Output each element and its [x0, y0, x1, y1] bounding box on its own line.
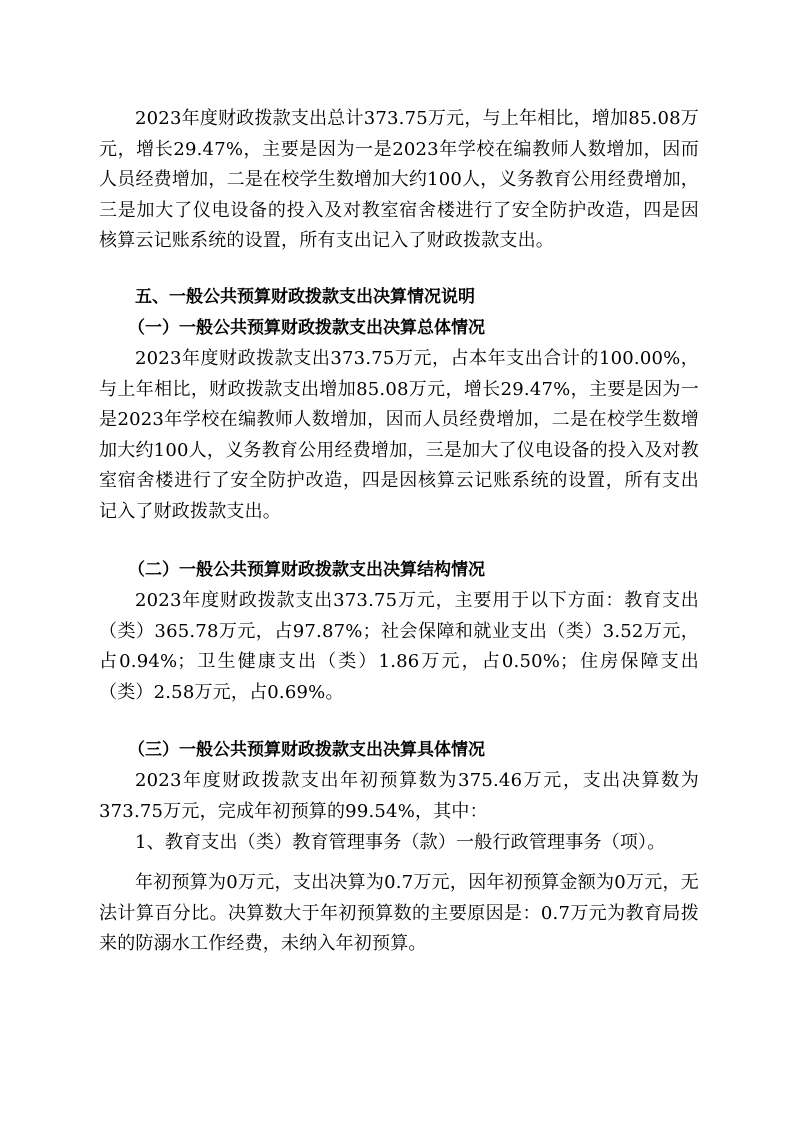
subsection-3-heading: （三）一般公共预算财政拨款支出决算具体情况 [128, 740, 485, 760]
paragraph-total-expenditure: 2023年度财政拨款支出总计373.75万元，与上年相比，增加85.08万元，增长29.47%，主要是因为一是2023年学校在编教师人数增加，因而人员经费增加，二是在校学生数增加大约100人，义务教育公用经费增加，三是加大了仪电设备的投入及对教室宿舍楼进行了安全防护改造，四是因核算云记账系统的设置，所有支出记入了财政拨款支出。 [99, 108, 699, 251]
subsection-1-heading: （一）一般公共预算财政拨款支出决算总体情况 [128, 318, 485, 338]
paragraph-overall-situation: 2023年度财政拨款支出373.75万元，占本年支出合计的100.00%，与上年相比，财政拨款支出增加85.08万元，增长29.47%，主要是因为一是2023年学校在编教师人数增加，因而人员经费增加，二是在校学生数增加大约100人，义务教育公用经费增加，三是加大了仪电设备的投入及对教室宿舍楼进行了安全防护改造，四是因核算云记账系统的设置，所有支出记入了财政拨款支出。 [99, 348, 699, 522]
paragraph-specific-situation: 2023年度财政拨款支出年初预算数为375.46万元，支出决算数为373.75万元，完成年初预算的99.54%，其中： [99, 770, 699, 822]
section-5-heading: 五、一般公共预算财政拨款支出决算情况说明 [135, 287, 475, 307]
paragraph-structure-situation: 2023年度财政拨款支出373.75万元，主要用于以下方面：教育支出（类）365.78万元，占97.87%；社会保障和就业支出（类）3.52万元，占0.94%；卫生健康支出（类）1.86万元，占0.50%；住房保障支出（类）2.58万元，占0.69%。 [99, 590, 699, 703]
subsection-2-heading: （二）一般公共预算财政拨款支出决算结构情况 [128, 560, 485, 580]
item-1-heading: 1、教育支出（类）教育管理事务（款）一般行政管理事务（项）。 [135, 832, 666, 853]
paragraph-item-1-detail: 年初预算为0万元，支出决算为0.7万元，因年初预算金额为0万元，无法计算百分比。决算数大于年初预算数的主要原因是：0.7万元为教育局拨来的防溺水工作经费，未纳入年初预算。 [99, 872, 699, 954]
